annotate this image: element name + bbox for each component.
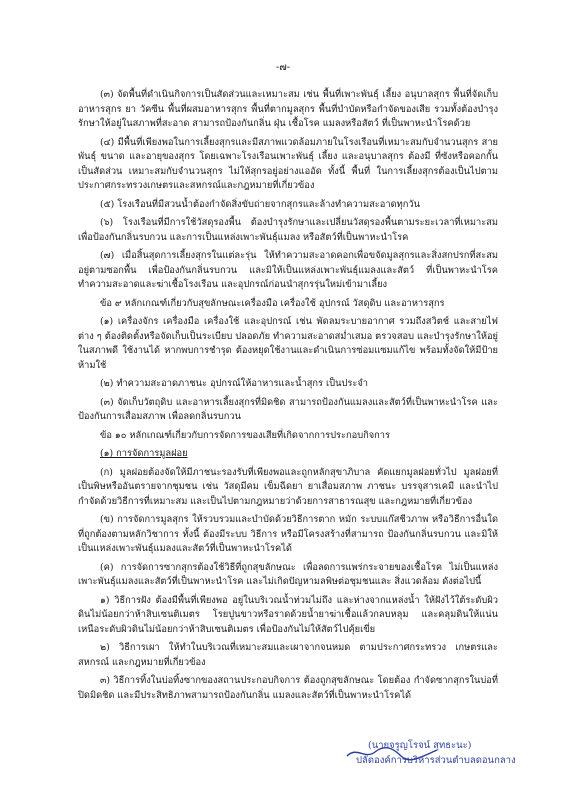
waste-item-c: (ค) การจัดการซากสุกรต้องใช้วิธีที่ถูกสุขลักษณะ เพื่อลดการแพร่กระจายของเชื้อโรค ไม่เป็นแหล่งเพาะพันธุ์แมลงและสัตว์ที่เป็นพาหะนำโรค และไม่เกิดปัญหามลพิษต่อชุมชนและ สิ่งแวดล้อม ดังต่อไปนี้ xyxy=(78,561,498,587)
article-9-item-3: (๓) จัดเก็บวัตถุดิบ และอาหารเลี้ยงสุกรที่มิดชิด สามารถป้องกันแมลงและสัตว์ที่เป็นพาหะนำโรค และป้องกันการเสื่อมสภาพ เพื่อลดกลิ่นรบกวน xyxy=(78,396,498,422)
signatory-title: ปลัดองค์การบริหารส่วนตำบลดอนกลาง xyxy=(356,755,516,766)
page-number: -๗- xyxy=(275,62,291,73)
article-9-heading: ข้อ ๙ หลักเกณฑ์เกี่ยวกับสุขลักษณะเครื่องมือ เครื่องใช้ อุปกรณ์ วัสดุดิบ และอาหารสุกร xyxy=(100,297,445,309)
article-9-item-2: (๒) ทำความสะอาดภาชนะ อุปกรณ์ให้อาหารและน้ำสุกร เป็นประจำ xyxy=(100,378,368,389)
waste-management-heading: (๑) การจัดการมูลฝอย xyxy=(100,448,188,459)
carcass-method-pit: ๓) วิธีการทิ้งในบ่อทิ้งซากของสถานประกอบกิจการ ต้องถูกสุขลักษณะ โดยต้อง กำจัดซากสุกรในบ่อที่ปิดมิดชิด และมีประสิทธิภาพสามารถป้องกันกลิ่น แมลงและสัตว์ที่เป็นพาหะนำโรคได้ xyxy=(78,675,498,701)
carcass-method-burning: ๒) วิธีการเผา ให้ทำในบริเวณที่เหมาะสมและเผาจากจนหมด ตามประกาศกระทรวง เกษตรและสหกรณ์ และกฎหมายที่เกี่ยวข้อง xyxy=(78,642,498,668)
article-10-heading: ข้อ ๑๐ หลักเกณฑ์เกี่ยวกับการจัดการของเสียที่เกิดจากการประกอบกิจการ xyxy=(100,429,391,441)
signatory-name: (นายจรูญโรจน์ สุทธะนะ) xyxy=(368,740,472,751)
article-9-item-1: (๑) เครื่องจักร เครื่องมือ เครื่องใช้ และอุปกรณ์ เช่น พัดลมระบายอากาศ รวมถึงสวิตช์ และสายไฟต่าง ๆ ต้องติดตั้งหรือจัดเก็บเป็นระเบียบ ปลอดภัย ทำความสะอาดสม่ำเสมอ ตรวจสอบ และบำรุงรักษาให้อยู่ในสภาพดี ใช้งานได้ หากพบการชำรุด ต้องหยุดใช้งานและดำเนินการซ่อมแซมแก้ไข พร้อมทั้งจัดให้มีป้ายห้ามใช้ xyxy=(78,316,498,371)
waste-item-b: (ข) การจัดการมูลสุกร ให้รวบรวมและบำบัดด้วยวิธีการตาก หมัก ระบบแก๊สชีวภาพ หรือวิธีการอื่นใดที่ถูกต้องตามหลักวิชาการ ทั้งนี้ ต้องมีระบบ วิธีการ หรือมีโครงสร้างที่สามารถ ป้องกันกลิ่นรบกวน และมิให้เป็นแหล่งเพาะพันธุ์แมลงและสัตว์ที่เป็นพาหะนำโรคได้ xyxy=(78,514,498,554)
signature-block xyxy=(310,738,530,768)
clause-6-bedding: (๖) โรงเรือนที่มีการใช้วัสดุรองพื้น ต้องบำรุงรักษาและเปลี่ยนวัสดุรองพื้นตามระยะเวลาที่เหมาะสม เพื่อป้องกันกลิ่นรบกวน และการเป็นแหล่งเพาะพันธุ์แมลง หรือสัตว์ที่เป็นพาหะนำโรค xyxy=(78,217,498,243)
carcass-method-burial: ๑) วิธีการฝัง ต้องมีพื้นที่เพียงพอ อยู่ในบริเวณน้ำท่วมไม่ถึง และห่างจากแหล่งน้ำ ให้ฝังไว้ใต้ระดับผิวดินไม่น้อยกว่าห้าสิบเซนติเมตร โรยปูนขาวหรือราดด้วยน้ำยาฆ่าเชื้อแล้วกลบหลุม และคลุมดินให้แน่นเหนือระดับผิวดินไม่น้อยกว่าห้าสิบเซนติเมตร เพื่อป้องกันไม่ให้สัตว์ไปคุ้ยเขี่ย xyxy=(78,594,498,635)
clause-5-water-pens: (๕) โรงเรือนที่มีสวนน้ำต้องกำจัดสิ่งขับถ่ายจากสุกรและล้างทำความสะอาดทุกวัน xyxy=(100,198,420,210)
document-body xyxy=(78,88,498,707)
clause-7-cleaning: (๗) เมื่อสิ้นสุดการเลี้ยงสุกรในแต่ละรุ่น ให้ทำความสะอาดคอกเพื่อขจัดมูลสุกรและสิ่งสกปรกที่สะสมอยู่ตามซอกพื้น เพื่อป้องกันกลิ่นรบกวน และมิให้เป็นแหล่งเพาะพันธุ์แมลงและสัตว์ ที่เป็นพาหะนำโรค ทำความสะอาดและฆ่าเชื้อโรงเรือน และอุปกรณ์ก่อนนำสุกรรุ่นใหม่เข้ามาเลี้ยง xyxy=(78,250,498,290)
waste-item-a: (ก) มูลฝอยต้องจัดให้มีภาชนะรองรับที่เพียงพอและถูกหลักสุขาภิบาล คัดแยกมูลฝอยทั่วไป มูลฝอยที่เป็นพิษหรืออันตรายจากชุมชน เช่น วัสดุมีคม เข็มฉีดยา ยาเสื่อมสภาพ ภาชนะ บรรจุสารเคมี และนำไปกำจัดด้วยวิธีการที่เหมาะสม และเป็นไปตามกฎหมายว่าด้วยการสาธารณสุข และกฎหมายที่เกี่ยวข้อง xyxy=(78,466,498,507)
clause-4-space: (๔) มีพื้นที่เพียงพอในการเลี้ยงสุกรและมีสภาพแวดล้อมภายในโรงเรือนที่เหมาะสมกับจำนวนสุกร สายพันธุ์ ขนาด และอายุของสุกร โดยเฉพาะโรงเรือนเพาะพันธุ์ เลี้ยง และอนุบาลสุกร ต้องมี ที่ซังหรือคอกกั้น เป็นสัดส่วน เหมาะสมกับจำนวนสุกร ไม่ให้สุกรอยู่อย่างแออัด ทั้งนี้ พื้นที่ ในการเลี้ยงสุกรต้องเป็นไปตามประกาศกระทรวงเกษตรและสหกรณ์และกฎหมายที่เกี่ยวข้อง xyxy=(78,136,498,191)
clause-3-premises: (๓) จัดพื้นที่ดำเนินกิจการเป็นสัดส่วนและเหมาะสม เช่น พื้นที่เพาะพันธุ์ เลี้ยง อนุบาลสุกร พื้นที่จัดเก็บอาหารสุกร ยา วัคซีน พื้นที่ผสมอาหารสุกร พื้นที่ตากมูลสุกร พื้นที่บำบัดหรือกำจัดของเสีย รวมทั้งต้องบำรุงรักษาให้อยู่ในสภาพที่สะอาด สามารถป้องกันกลิ่น ฝุ่น เชื้อโรค แมลงหรือสัตว์ ที่เป็นพาหะนำโรคด้วย xyxy=(78,89,498,129)
